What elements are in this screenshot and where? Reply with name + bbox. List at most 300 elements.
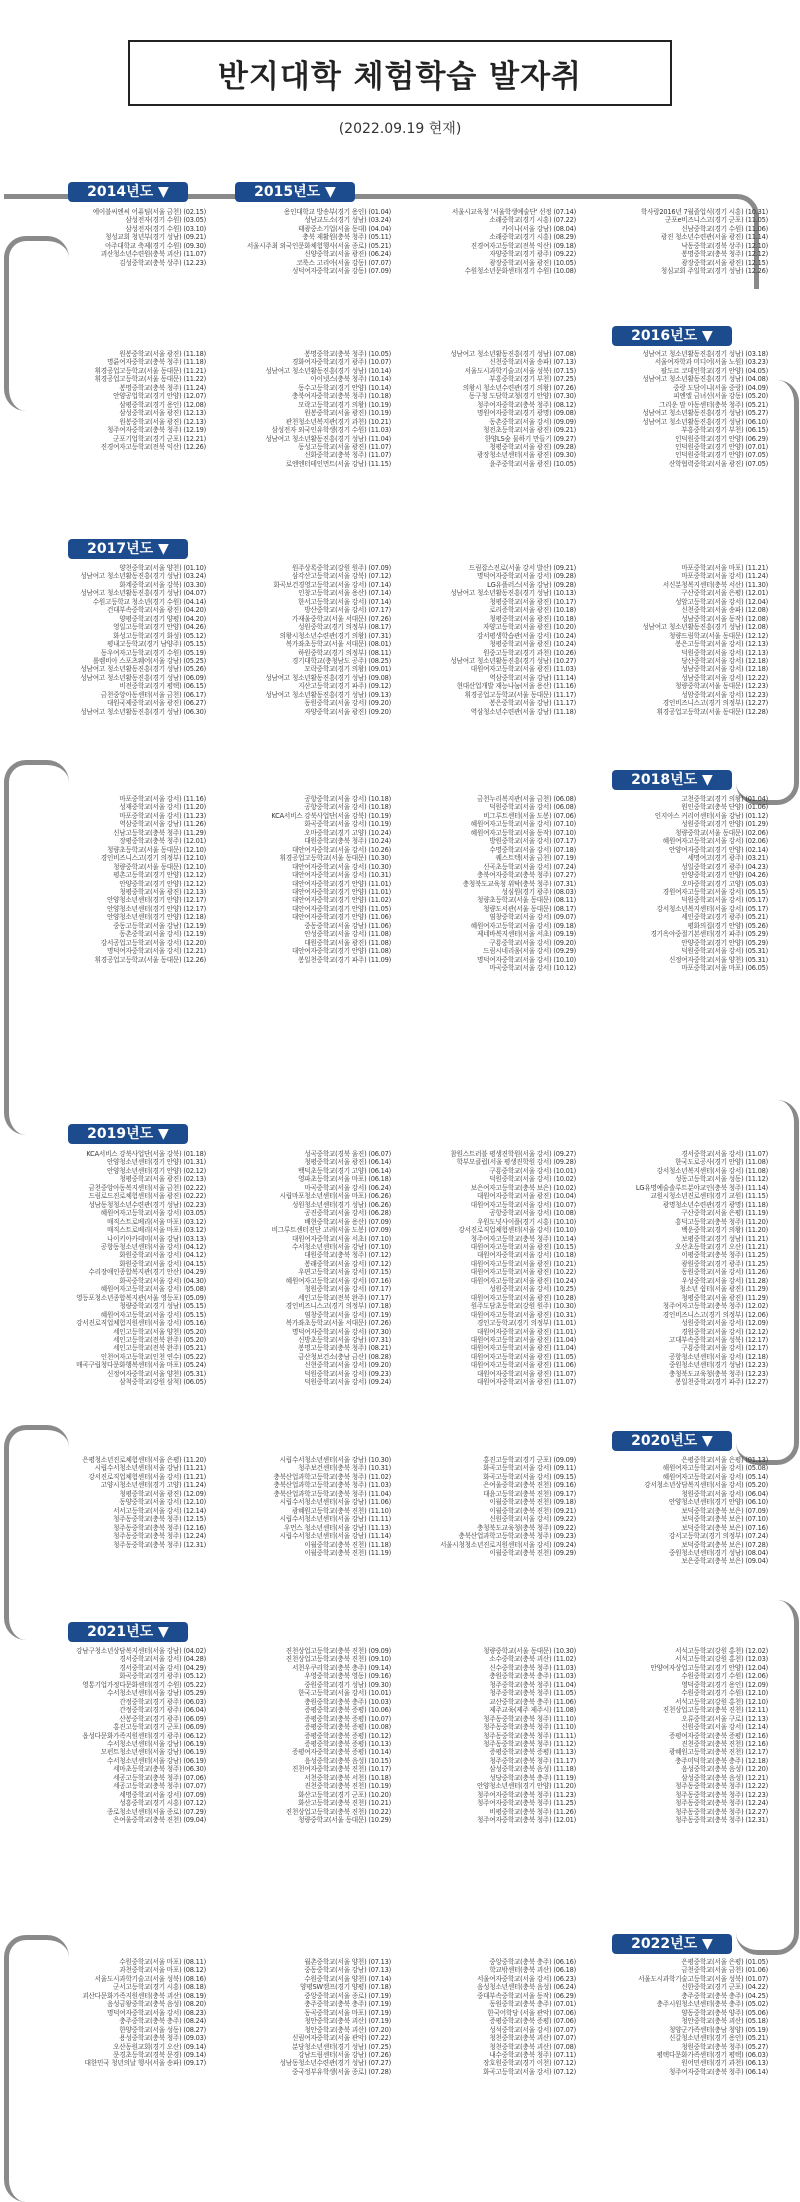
- entry-item: 모펀트청소년센터(서울 강남) (06.19): [100, 1748, 206, 1757]
- entry-item: 광장중학교(서울 광진) (12.15): [681, 258, 768, 267]
- entry-item: 성덕여자중학교(서울 강동) (07.09): [291, 267, 391, 276]
- entry-item: 양동중학교(충북 양주) (05.06): [681, 2008, 768, 2017]
- entry-item: 우편고등학교(서울 강서) (07.15): [298, 1268, 391, 1277]
- entry-item: 청주여자중학교(충북 청주) (06.14): [668, 2067, 768, 2076]
- entries-2018-col-2: [208, 795, 391, 964]
- entry-item: 덕원중학교(서울 강서) (12.13): [681, 648, 768, 657]
- entry-item: 음성금왕중학교(충북 음성) (08.20): [106, 2000, 206, 2009]
- entry-item: 충북산업과학고등학교(충북 청주) (09.23): [458, 1532, 576, 1541]
- entry-item: 대원여자고등학교(서울 광진) (11.04): [470, 1344, 576, 1353]
- entry-item: 봉명중학교(충북 청주) (11.24): [119, 383, 206, 392]
- entry-item: 신정여자중학교(서울 양천) (05.31): [668, 955, 768, 964]
- entry-item: 청주동중학교(충북 청주) (12.31): [113, 1540, 206, 1549]
- entry-item: 성남여고 청소년활동진흥(경기 성남) (10.14): [265, 366, 391, 375]
- entry-item: 청평중학교(서울 광진) (12.13): [119, 887, 206, 896]
- entry-item: 은여울중학교(충북 진천) (09.04): [113, 1816, 206, 1825]
- entry-item: 청주동중학교(충북 청주) (11.10): [483, 1723, 576, 1732]
- entry-item: 대원여자고등학교(서울 광진) (10.24): [470, 1276, 576, 1285]
- entry-item: 시립마포청소년센터(서울 마포) (06.26): [279, 1192, 391, 1201]
- entry-item: 진경여자고등학교(전북 익산) (09.18): [470, 241, 576, 250]
- entry-item: 한양LS숲 물하기 만들기 (09.27): [484, 434, 576, 443]
- entry-item: 제주교육(제주 제주시) (11.08): [489, 1706, 576, 1715]
- entry-item: 원중고등학교(경기 과천) (10.26): [483, 648, 576, 657]
- entries-2018-col-1: [28, 795, 206, 964]
- entry-item: 혜원여자고등학교(서울 강서) (05.14): [662, 1472, 768, 1481]
- entry-item: 공항청소년센터(서울 강서) (12.18): [668, 1352, 768, 1361]
- entry-item: 대원여자고등학교(서울 광진) (10.22): [470, 1268, 576, 1277]
- entry-item: 청주여자중학교(충북 청주) (08.12): [476, 400, 576, 409]
- entry-item: 혜원여자고등학교(서울 동작) (07.10): [470, 828, 576, 837]
- entry-item: 매직스트로베리(서울 마포) (03.12): [106, 1217, 206, 1226]
- entry-item: 군서고등학교(경기 시흥) (08.18): [113, 1983, 206, 1992]
- entry-item: 마포중학교(서울 마포) (06.05): [681, 964, 768, 973]
- entry-item: 신림여자중학교(서울 관악) (07.22): [291, 2034, 391, 2043]
- entries-2019-col-3: [393, 1150, 576, 1387]
- entry-item: 경인비즈니스고(경기 의정부) (12.06): [662, 1310, 768, 1319]
- entry-item: 인덕원중학교(경기 안양) (07.05): [675, 451, 768, 460]
- entry-item: 드림잡스진로(서울 강서 발산) (09.21): [468, 564, 576, 572]
- entry-item: 롤렘비아 스포츠웨어(서울 강남) (05.25): [92, 656, 206, 665]
- entry-item: 마포중학교(서울 강서) (11.24): [681, 572, 768, 581]
- entry-item: 마곡중학교(서울 강서) (06.24): [304, 1183, 391, 1192]
- entries-2015-col-2: [393, 208, 576, 276]
- entry-item: 명륜여자중학교(충북 청주) (11.18): [106, 358, 206, 367]
- entry-item: 성남여고 청소년활동진흥(경기 성남) (03.24): [80, 572, 206, 581]
- entry-item: 우원도넛사이플(경기 시흥) (10.10): [476, 1217, 576, 1226]
- entry-item: 덕원중학교(서울 강서) (05.31): [681, 947, 768, 956]
- entry-item: 퀘스트텍(서울 금천) (07.19): [495, 854, 576, 863]
- entry-item: 내수중학교(충북 청주) (07.11): [489, 2050, 576, 2059]
- entry-item: 성남동청소년수련관(경기 성남) (07.27): [279, 2059, 391, 2068]
- entry-item: 시립수서청소년센터(서울 강남) (11.14): [279, 1532, 391, 1541]
- entry-item: 모락중학교(경기 의왕) (09.01): [304, 665, 391, 674]
- entry-item: 보평중학교(경기 성남) (11.21): [681, 1234, 768, 1243]
- entry-item: 분당청소년센터(경기 성남) (07.25): [291, 2042, 391, 2051]
- entry-item: 구룡중학교(서울 강서) (12.17): [681, 1344, 768, 1353]
- entry-item: 성남중학교(서울 강서) (12.22): [681, 673, 768, 682]
- entry-item: 오류중학교(서울 구로) (12.13): [681, 1714, 768, 1723]
- entry-item: 광명청소년수련관(경기 광명) (11.18): [662, 1200, 768, 1209]
- entry-item: 동양중학교(서울 강서) (12.10): [119, 1498, 206, 1507]
- entry-item: 대안여자중학교(서울 강서) (10.30): [291, 862, 391, 871]
- entry-item: 대원중학교(서울 광진) (11.08): [304, 938, 391, 947]
- entry-item: 청주여자고등학교(충북 청주) (12.02): [662, 1302, 768, 1311]
- entry-item: 대원중학교(충북 청주) (10.24): [304, 837, 391, 846]
- entry-item: 대안여자중학교(경기 안양) (11.08): [291, 947, 391, 956]
- entry-item: 자양중학교(경기 광주) (09.22): [489, 250, 576, 259]
- entry-item: 수원중학교(서울 마포) (08.11): [119, 1958, 206, 1966]
- entry-item: 진천상업고등학교(충북 진천) (12.11): [662, 1706, 768, 1715]
- entry-item: 우영중학교(충북 영동) (09.16): [304, 1672, 391, 1681]
- entry-item: 교산중학교(충북 충주) (11.06): [489, 1697, 576, 1706]
- entry-item: 청주여자고등학교(충북 청주) (10.14): [470, 1234, 576, 1243]
- entries-2016-col-2: [208, 350, 391, 468]
- entry-item: 화성고등학교(경기 화성) (05.12): [113, 631, 206, 640]
- entry-item: 동수고등학교(경기 안양) (10.14): [298, 383, 391, 392]
- entry-item: 증평중학교(충북 증평) (07.06): [489, 2017, 576, 2026]
- entry-item: 한양중학교(서울 성동) (08.27): [119, 2025, 206, 2034]
- entry-item: 윤주중학교(서울 광진) (10.05): [489, 459, 576, 468]
- entry-item: 청평중학교(서울 광진) (09.28): [489, 442, 576, 451]
- entry-item: 수서청소년센터(서울 강남) (06.19): [106, 1756, 206, 1765]
- entry-item: 강남드림센터(서울 강남) (07.26): [298, 2050, 391, 2059]
- entry-item: 청평중학교(서울 광진) (10.17): [489, 597, 576, 606]
- entry-item: 성원중학교(서울 강서) (10.25): [489, 1285, 576, 1294]
- entry-item: 봉은중학교(서울 강남) (11.17): [489, 699, 576, 708]
- entry-item: 금천중앙아동복지센터(서울 금천) (02.22): [88, 1183, 206, 1192]
- entry-item: 청전초등학교(서울 광진) (09.21): [483, 426, 576, 435]
- entry-item: 해원여자고등학교(서울 강서) (05.08): [662, 1464, 768, 1473]
- entry-item: 우먼스 청소년센터(서울 강남) (11.13): [283, 1523, 391, 1532]
- entry-item: 청원중학교(서울 강서) (06.04): [681, 1489, 768, 1498]
- entry-item: 청평중학교(서울 광진) (10.24): [489, 640, 576, 649]
- entry-item: 역삼중학교(서울 강남) (11.26): [119, 820, 206, 829]
- entry-item: 청주여자중학교(충북 청주) (11.23): [476, 1790, 576, 1799]
- entry-item: 경인비즈니스고(경기 의정부) (12.27): [662, 699, 768, 708]
- entry-item: 공항동청소년센터(서울 강서) (04.12): [100, 1242, 206, 1251]
- entries-2018-col-4: [578, 795, 768, 973]
- entry-item: 삼척중학교(강원 삼척) (06.05): [119, 1378, 206, 1387]
- entry-item: 백운중학교(경기 의왕) (11.20): [681, 1226, 768, 1235]
- entry-item: 청량중학교(경기 성남) (05.15): [119, 1302, 206, 1311]
- entry-item: 화곡고등학교(서울 강서) (09.11): [483, 1464, 576, 1473]
- entry-item: 충원중학교(충북 충주) (11.03): [489, 1672, 576, 1681]
- entry-item: 청주동중학교(충북 청주) (12.22): [675, 1782, 768, 1791]
- entry-item: 화곡중학교(서울 강서) (04.30): [119, 1276, 206, 1285]
- entry-item: 군포기업학교(경기 군포) (12.21): [113, 434, 206, 443]
- entry-item: 대원중학교(충북 청주) (07.12): [304, 1251, 391, 1260]
- entry-item: 모락고등학교(경기 의왕) (10.19): [298, 400, 391, 409]
- entry-item: 성동고등학교(서울 성동) (11.12): [675, 1175, 768, 1184]
- entry-item: 명덕여자중학교(서울 강서) (10.10): [476, 955, 576, 964]
- entry-item: 공진중학교(서울 강서) (06.28): [304, 1209, 391, 1218]
- entry-item: 청성교회 청년부(경기 성남) (09.21): [105, 233, 206, 242]
- entry-item: LG유명예술솔루트분야교인(충북 청주) (11.14): [635, 1183, 768, 1192]
- entry-item: 소래중학교(경기 시흥) (07.22): [489, 216, 576, 225]
- entry-item: 경서중학교(서울 강서) (04.29): [119, 1663, 206, 1672]
- entry-item: 삼성전자(경기 수원) (03.05): [125, 216, 206, 225]
- entry-item: 복가좌초등학교(서울 서대문) (08.01): [285, 640, 391, 649]
- entries-2017-col-4: [578, 564, 768, 716]
- entry-item: 중앙중학교(충북 충주) (06.16): [489, 1958, 576, 1966]
- entry-item: 강서평생학습관(서울 강서) (10.24): [476, 631, 576, 640]
- entry-item: 홍진고등학교(경기 군포) (09.09): [483, 1456, 576, 1464]
- entry-item: 화곡중학교(서울 강서) (10.19): [304, 820, 391, 829]
- entries-2019-col-2: [208, 1150, 391, 1387]
- entry-item: 시립수서청소년센터(서울 강남) (11.06): [279, 1498, 391, 1507]
- entry-item: 혜원여자고등학교(서울 강서) (05.15): [100, 1310, 206, 1319]
- entry-item: 혜원여자고등학교(서울 강서) (05.08): [100, 1285, 206, 1294]
- entry-item: 영통기업가정다문화센터(경기 수원) (05.22): [82, 1680, 206, 1689]
- entry-item: 보은중학교(충북 보은) (09.04): [681, 1557, 768, 1566]
- entry-item: 대안여자중학교(서울 강서) (10.26): [291, 845, 391, 854]
- entry-item: 세마초등학교(충북 청주) (06.30): [113, 1765, 206, 1774]
- entry-item: 성남여고 청소년활동진흥(경기 성남) (06.10): [642, 417, 768, 426]
- entry-item: 증평중학교(충북 증평) (10.07): [304, 1714, 391, 1723]
- entry-item: 휘경공업고등학교(서울 동대문) (10.30): [279, 854, 391, 863]
- entry-item: 역삼청소년수련관(서울 강남) (11.18): [470, 707, 576, 716]
- entry-item: 청주중학교(충북 청주) (11.17): [489, 1756, 576, 1765]
- entry-item: KCA서비스 강북사업단(서울 강북) (01.18): [86, 1150, 206, 1158]
- entry-item: 충주시원청소년센터(충북 충주) (05.02): [656, 2000, 768, 2009]
- entry-item: 충주미덕학교(충북 충주) (12.18): [675, 1756, 768, 1765]
- entry-item: 아주대학교 축제(경기 수원) (09.30): [105, 241, 206, 250]
- entry-item: 동성고등학교(서울 광진) (11.07): [298, 442, 391, 451]
- entry-item: 청주동중학교(충북 청주) (12.27): [675, 1807, 768, 1816]
- entry-item: 삼성전자(경기 수원) (03.10): [125, 224, 206, 233]
- entry-item: 충청북도교육청(충북 청주) (09.22): [476, 1523, 576, 1532]
- year-tag-2020[interactable]: 2020년도 ▼: [612, 1431, 732, 1451]
- entry-item: 대한민국 청년의날 행사(서울 송파) (09.17): [84, 2059, 206, 2068]
- entry-item: 구산중학교(서울 은평) (12.01): [681, 589, 768, 598]
- entry-item: 역삼중학교(서울 강남) (11.14): [489, 673, 576, 682]
- entry-item: 화곡고등학교(서울 강서) (09.15): [483, 1472, 576, 1481]
- entry-item: 세공고등학교(충북 청주) (07.07): [113, 1782, 206, 1791]
- entry-item: 문경초등학교(경북 문경) (09.14): [113, 2050, 206, 2059]
- entry-item: 봉은고등학교(서울 강서) (12.13): [675, 640, 768, 649]
- entry-item: 청주동중학교(충북 청주) (12.23): [675, 1790, 768, 1799]
- entry-item: 공항중학교(서울 강서) (10.08): [489, 1209, 576, 1218]
- entry-item: 금천중앙아동센터(서울 금천) (06.17): [100, 690, 206, 699]
- entry-item: 양천중학교(서울 양천) (01.10): [119, 564, 206, 572]
- entry-item: 봉명고등학교(충북 청주) (08.21): [298, 1344, 391, 1353]
- entry-item: 혜원여자고등학교(서울 강서) (02.06): [662, 837, 768, 846]
- entry-item: 영등포청소년종합복지관(서울 영등포) (05.09): [76, 1293, 206, 1302]
- entry-item: 한국어학당 (서울 관악) (07.06): [487, 2008, 576, 2017]
- entry-item: 수서청소년센터(서울 강남) (06.19): [106, 1739, 206, 1748]
- entries-2020-col-4: [578, 1456, 768, 1566]
- entries-2019-col-1: [28, 1150, 206, 1387]
- entry-item: 경인비즈니스고(경기 의정부) (07.18): [285, 1302, 391, 1311]
- entries-2016-col-4: [578, 350, 768, 468]
- entry-item: 명덕여자중학교(서울 강서) (12.21): [106, 947, 206, 956]
- entry-item: 아이넷스(충북 청주) (10.14): [310, 375, 391, 384]
- entries-2017-col-2: [208, 564, 391, 716]
- entry-item: 은평청소년진로체험센터(서울 은평) (11.20): [82, 1456, 206, 1464]
- entry-item: 인창고등학교(서울 용산) (07.14): [298, 589, 391, 598]
- entry-item: 신방초등학교(서울 강남) (07.31): [298, 1335, 391, 1344]
- entries-2022-col-3: [393, 1958, 576, 2076]
- entry-item: 청주중학교(충북 청주) (11.04): [489, 1680, 576, 1689]
- entry-item: 소래중학교(경기 시흥) (08.29): [489, 233, 576, 242]
- entry-item: 서울시청청소년진로지원센터(서울 강서) (09.24): [439, 1540, 576, 1549]
- entry-item: 은평중학교(서울 은평) (01.05): [681, 1958, 768, 1966]
- entry-item: 서석고등학교(강원 홍천) (12.10): [675, 1697, 768, 1706]
- entry-item: 원봉중학교(서울 광진) (12.13): [119, 417, 206, 426]
- entry-item: 서울도시과학기술고(서울 성북) (07.15): [464, 366, 576, 375]
- entry-item: 월촌중학교(서울 양천) (07.13): [304, 1958, 391, 1966]
- entry-item: 음성중학교(충북 음성) (12.20): [681, 1765, 768, 1774]
- entry-item: 증평중학교(충북 증평) (10.06): [304, 1706, 391, 1715]
- entry-item: 경기옥야중절기본센터(경기 파주) (05.29): [650, 930, 768, 939]
- entry-item: 충주중학교(충북 충주) (08.24): [119, 2017, 206, 2026]
- entry-item: 서울여자중학교(서울 강서) (06.23): [476, 1974, 576, 1983]
- entry-item: 세인중학교(경기 광주) (05.21): [681, 913, 768, 922]
- entry-item: 휘경공업고등학교(서울 동대문) (11.21): [94, 366, 206, 375]
- entry-item: 세공고등학교(충북 청주) (07.06): [113, 1773, 206, 1782]
- year-tag-2017[interactable]: 2017년도 ▼: [68, 539, 188, 559]
- entry-item: 대원여자중학교(서울 광진) (11.07): [476, 1369, 576, 1378]
- entry-item: 마포중학교(서울 강서) (11.16): [119, 795, 206, 803]
- entry-item: 한국고등학교(서울 강서) (10.01): [298, 1689, 391, 1698]
- entry-item: 혜원여자고등학교(서울 강서) (07.10): [470, 820, 576, 829]
- entry-item: 동촌중학교(서울 강서) (09.09): [489, 417, 576, 426]
- entry-item: 고대부속중학교(서울 성북) (12.17): [668, 1335, 768, 1344]
- entry-item: 경화여자중학교(경기 광주) (10.07): [291, 358, 391, 367]
- entry-item: 서서고등학교(서울 강서) (12.14): [113, 1506, 206, 1515]
- entry-item: 증평여자중학교(충북 증평) (12.16): [668, 1731, 768, 1740]
- entry-item: 안양중학교(경기 안양) (05.29): [681, 938, 768, 947]
- entry-item: 강서공업고등학교(서울 강서) (12.20): [100, 938, 206, 947]
- entry-item: 혜원여자고등학교(서울 강서) (07.16): [285, 1276, 391, 1285]
- entry-item: 대원여자중학교(서울 서초) (07.10): [291, 1234, 391, 1243]
- entry-item: 성남여고 청소년활동진흥(경기 성남) (04.07): [80, 589, 206, 598]
- year-tag-2021[interactable]: 2021년도 ▼: [68, 1622, 188, 1642]
- entry-item: 경원중학교(서울 강서) (12.12): [681, 1327, 768, 1336]
- year-tag-2016[interactable]: 2016년도 ▼: [612, 326, 732, 346]
- entry-item: 대원여자고등학교(서울 광진) (10.15): [470, 1242, 576, 1251]
- year-tag-2018[interactable]: 2018년도 ▼: [612, 770, 732, 790]
- entry-item: 청소년 쉼터(서울 광진) (11.29): [679, 1285, 768, 1294]
- entry-item: 평화의집(경기 안양) (05.26): [687, 921, 768, 930]
- entries-2015-col-3: [578, 208, 768, 276]
- entry-item: 강서청소년상담복지센터(서울 강서) (05.20): [644, 1481, 768, 1490]
- entry-item: 화곡중학교(경기 광주) (05.12): [119, 1672, 206, 1681]
- entries-2015-col-1: [208, 208, 391, 276]
- entry-item: 비그루트센터(서울 도봉) (07.06): [483, 811, 576, 820]
- entry-item: 동원중학교(서울 강서) (11.26): [681, 1268, 768, 1277]
- entry-item: 혜원여자고등학교(서울 강서) (03.05): [100, 1209, 206, 1218]
- entry-item: 성남중학교(서울 동작) (12.08): [681, 614, 768, 623]
- entry-item: 괴산청소년수련원(충북 괴산) (11.07): [100, 250, 206, 259]
- year-tag-2022[interactable]: 2022년도 ▼: [612, 1934, 732, 1954]
- entry-item: 중원중학교(경기 성남) (09.30): [304, 1680, 391, 1689]
- entry-item: 용인대학교 방송부(경기 용인) (01.04): [283, 208, 391, 216]
- entry-item: 삼성중학교(서울 광진) (12.13): [119, 409, 206, 418]
- entry-item: 신수중학교(충북 청주) (11.03): [489, 1663, 576, 1672]
- entry-item: 성일중학교(경기 광주) (04.23): [681, 862, 768, 871]
- entry-item: 대원여자고등학교(서울 광진) (10.28): [470, 1293, 576, 1302]
- entry-item: 보덕중학교(충북 보은) (07.28): [681, 1540, 768, 1549]
- entry-item: 성심원(경기 광주) (08.03): [501, 887, 576, 896]
- entry-item: 대원여자고등학교(서울 강서) (10.07): [470, 1200, 576, 1209]
- entry-item: 방산중학교(서울 강서) (07.17): [304, 606, 391, 615]
- entry-item: 안양중학교(경기 안양) (04.26): [681, 871, 768, 880]
- entry-item: 학교밖센터(충북 괴산) (06.18): [489, 1966, 576, 1975]
- entry-item: 청원중학교(서울 강서) (07.17): [304, 1285, 391, 1294]
- entry-item: 보은여자고등학교(충북 보은) (10.02): [470, 1183, 576, 1192]
- entry-item: 은평중학교(서울 은평) (01.13): [681, 1456, 768, 1464]
- entry-item: 덕원중학교(서울 강서) (06.08): [489, 803, 576, 812]
- entry-item: 청원중학교(충북 청주) (05.27): [681, 2042, 768, 2051]
- entry-item: 청천중학교(충북 괴산) (07.08): [489, 2042, 576, 2051]
- entry-item: 수원고등학교 청소년(경기 수원) (04.14): [92, 597, 206, 606]
- entry-item: 비전중학교(경기 평택) (06.15): [119, 682, 206, 691]
- entry-item: 평택다문화가족센터(경기 평택) (06.03): [656, 2050, 768, 2059]
- entry-item: 대안여자중학교(서울 강서) (10.31): [291, 871, 391, 880]
- entry-item: 인덕원중학교(경기 안양) (06.29): [675, 434, 768, 443]
- entry-item: 매곡구립청다문화행복센터(서울 마포) (05.24): [76, 1361, 206, 1370]
- entry-item: 우성중학교(서울 강서) (11.28): [681, 1276, 768, 1285]
- entry-item: 교원시청소년진로센터(경기 교원) (11.15): [650, 1192, 768, 1201]
- entry-item: 화원중학교(서울 강서) (04.15): [119, 1259, 206, 1268]
- entry-item: 광혜원고등학교(충북 진천) (12.17): [668, 1748, 768, 1757]
- entry-item: 이월중학교(충북 진천) (09.29): [489, 1548, 576, 1557]
- entry-item: 방원중학교(서울 강서) (07.17): [489, 837, 576, 846]
- entry-item: 에이블씨엔씨 어퓨팀(서울 금천) (02.15): [92, 208, 206, 216]
- entry-item: 청주동중학교(충북 청주) (11.12): [483, 1739, 576, 1748]
- entry-item: 진천상업고등학교(충북 진천) (09.10): [285, 1655, 391, 1664]
- entry-item: 한국도로공사(경기 안양) (11.08): [675, 1158, 768, 1167]
- entry-item: 구룡중학교(서울 강서) (10.01): [489, 1166, 576, 1175]
- entry-item: 청평중학교(서울 광진) (10.18): [489, 614, 576, 623]
- entries-2020-col-2: [208, 1456, 391, 1557]
- entry-item: 고양시청소년센터(경기 고양) (11.24): [100, 1481, 206, 1490]
- entry-item: 신한중학교(경기 군포) (04.22): [681, 1983, 768, 1992]
- entry-item: 화계중학교(서울 강북) (03.30): [119, 580, 206, 589]
- entry-item: 공항중학교(서울 강서) (10.18): [304, 795, 391, 803]
- entry-item: 대원여자중학교(서울 광진) (11.01): [476, 1327, 576, 1336]
- entry-item: 중대부속중학교(서울 동작) (06.29): [476, 1991, 576, 2000]
- entry-item: 삼각산고등학교(서울 강북) (07.12): [291, 572, 391, 581]
- year-tag-2014[interactable]: 2014년도 ▼: [68, 182, 188, 202]
- entry-item: 성암중학교(서울 강서) (12.23): [681, 690, 768, 699]
- entry-item: 구산중학교(서울 은평) (11.19): [681, 1209, 768, 1218]
- entry-item: 서석고등학교(강원 홍천) (12.03): [675, 1655, 768, 1664]
- entry-item: 증평여자중학교(충북 증평) (10.14): [291, 1748, 391, 1757]
- entry-item: 성남여고 청소년활동진흥(경기 성남) (09.13): [265, 690, 391, 699]
- entry-item: 영일고등학교(경기 안양) (04.26): [113, 623, 206, 632]
- entry-item: 수명중학교(서울 강서) (07.18): [489, 845, 576, 854]
- entry-item: 충청북도교육청 위탁(충북 청주) (07.31): [462, 879, 576, 888]
- entry-item: 덕원중학교(서울 강서) (09.24): [304, 1378, 391, 1387]
- entry-item: 충북여자중학교(충북 청주) (10.18): [291, 392, 391, 401]
- entry-item: 안양청소년센터(경기 안양) (06.10): [668, 1498, 768, 1507]
- entry-item: 충북산업과학고등학교(충북 청주) (11.02): [273, 1472, 391, 1481]
- entry-item: 배현중학교(서울 용산) (07.09): [304, 1217, 391, 1226]
- entry-item: 이월중학교(충북 진천) (11.19): [304, 1548, 391, 1557]
- entry-item: 성흥중학교(경기 시흥) (07.12): [119, 1799, 206, 1808]
- entry-item: 봉래중학교(서울 강서) (07.12): [304, 1259, 391, 1268]
- year-tag-2015[interactable]: 2015년도 ▼: [235, 182, 355, 202]
- entry-item: 성남여고 청소년활동진흥(경기 성남) (12.08): [642, 623, 768, 632]
- entry-item: 안성중학교(서울 강서) (11.08): [304, 930, 391, 939]
- entry-item: 명덕여자중학교(서울 강서) (08.23): [106, 2008, 206, 2017]
- entry-item: 오마중학교(경기 고양) (10.24): [304, 828, 391, 837]
- entry-item: 대원여자고등학교(서울 광진) (10.31): [470, 1310, 576, 1319]
- entry-item: 가재울중학교(서울 서대문) (07.26): [291, 614, 391, 623]
- entry-item: 팔도르 코데인학교(경기 안양) (04.05): [660, 366, 768, 375]
- entry-item: 코룩스 고리아(서울 강동) (07.07): [296, 258, 391, 267]
- entry-item: 청안중학교(충북 괴산) (07.19): [304, 2017, 391, 2026]
- entry-item: 참원스트러블 평생진학원(서울 강서) (09.27): [450, 1150, 576, 1158]
- entry-item: 충북여자중학교(충북 청주) (07.27): [476, 871, 576, 880]
- entry-item: 성당중학교(충북 충주) (11.19): [489, 1773, 576, 1782]
- entry-item: LG유플러스(서울 강남) (09.28): [487, 580, 576, 589]
- entry-item: 안양여자중학교(경기 안양) (02.14): [668, 845, 768, 854]
- year-tag-2019[interactable]: 2019년도 ▼: [68, 1124, 188, 1144]
- entries-2021-col-1: [28, 1647, 206, 1825]
- entry-item: 진천상업고등학교(충북 진천) (09.09): [285, 1647, 391, 1655]
- entry-item: 시립수서청소년센터(서울 강남) (11.21): [94, 1464, 206, 1473]
- entry-item: 광원중학교(경기 광주) (11.25): [681, 1259, 768, 1268]
- entry-item: 자양고등학교(서울 광진) (10.20): [483, 623, 576, 632]
- entry-item: 성암고등학교(서울 강서) (12.04): [675, 597, 768, 606]
- entries-2021-col-2: [208, 1647, 391, 1825]
- entry-item: 삼성중학교(충북 음성) (11.18): [489, 1765, 576, 1774]
- entry-item: 비그루트센터진단 고려(서울 도봉) (07.09): [271, 1226, 391, 1235]
- entry-item: 성원청소년센터(경기 성남) (06.26): [291, 1200, 391, 1209]
